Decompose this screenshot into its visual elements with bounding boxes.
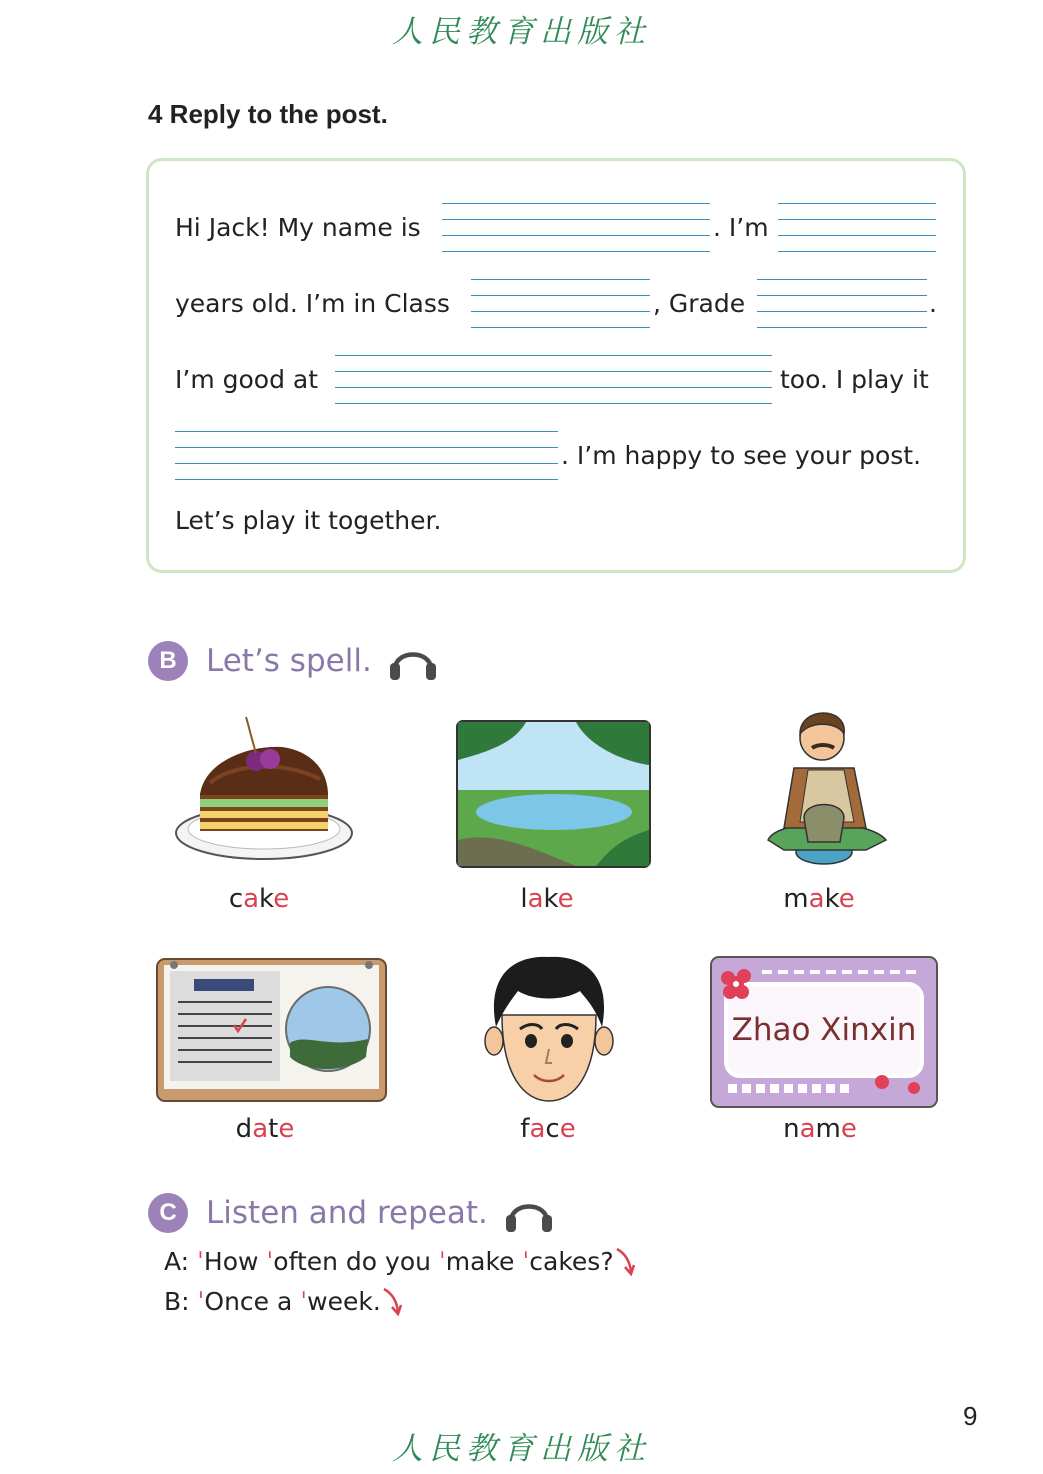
reply-text-line4: . I’m happy to see your post. bbox=[561, 441, 922, 470]
dialog-line-b: B: ˈOnce a ˈweek. bbox=[164, 1286, 403, 1316]
reply-text-line1b: . I’m bbox=[713, 213, 769, 242]
name-card-image bbox=[710, 956, 938, 1108]
face-image bbox=[484, 955, 614, 1103]
name-card-text: Zhao Xinxin bbox=[731, 1012, 917, 1048]
blank-grade[interactable] bbox=[757, 279, 927, 327]
falling-intonation-arrow-icon bbox=[381, 1286, 403, 1316]
word-cake: cake bbox=[228, 884, 290, 914]
section4-title: 4 Reply to the post. bbox=[148, 99, 388, 129]
section-b-header bbox=[148, 641, 438, 681]
falling-intonation-arrow-icon bbox=[614, 1246, 636, 1276]
reply-text-line2b: , Grade bbox=[653, 289, 746, 318]
word-lake: lake bbox=[520, 884, 574, 914]
blank-good-at[interactable] bbox=[335, 355, 772, 403]
section-c-header bbox=[148, 1193, 554, 1233]
reply-text-line1a: Hi Jack! My name is bbox=[175, 213, 421, 242]
reply-text-line3a: I’m good at bbox=[175, 365, 319, 394]
section-c-title: Listen and repeat. bbox=[206, 1195, 488, 1231]
publisher-logo-top: 人民教育出版社 bbox=[392, 14, 651, 50]
word-make: make bbox=[783, 884, 855, 914]
word-face: face bbox=[520, 1114, 576, 1144]
section-c-badge: C bbox=[148, 1193, 188, 1233]
word-date: date bbox=[235, 1114, 295, 1144]
blank-name[interactable] bbox=[442, 203, 710, 251]
lake-image bbox=[456, 720, 651, 868]
section-b-badge: B bbox=[148, 641, 188, 681]
blank-class[interactable] bbox=[471, 279, 650, 327]
reply-text-line5: Let’s play it together. bbox=[175, 506, 442, 535]
calendar-image bbox=[156, 957, 387, 1103]
cake-image bbox=[170, 713, 358, 865]
dialog-line-a: A: ˈHow ˈoften do you ˈmake ˈcakes? bbox=[164, 1246, 636, 1276]
headphones-icon[interactable] bbox=[388, 641, 438, 681]
blank-age[interactable] bbox=[778, 203, 936, 251]
word-name: name bbox=[783, 1114, 857, 1144]
publisher-logo-bottom: 人民教育出版社 bbox=[392, 1431, 651, 1467]
section-b-title: Let’s spell. bbox=[206, 643, 372, 679]
page-number: 9 bbox=[963, 1401, 978, 1431]
blank-frequency[interactable] bbox=[175, 431, 558, 479]
potter-image bbox=[758, 700, 892, 868]
reply-text-line2c: . bbox=[929, 289, 937, 318]
reply-text-line3b: too. I play it bbox=[780, 365, 929, 394]
reply-text-line2a: years old. I’m in Class bbox=[175, 289, 450, 318]
headphones-icon[interactable] bbox=[504, 1193, 554, 1233]
